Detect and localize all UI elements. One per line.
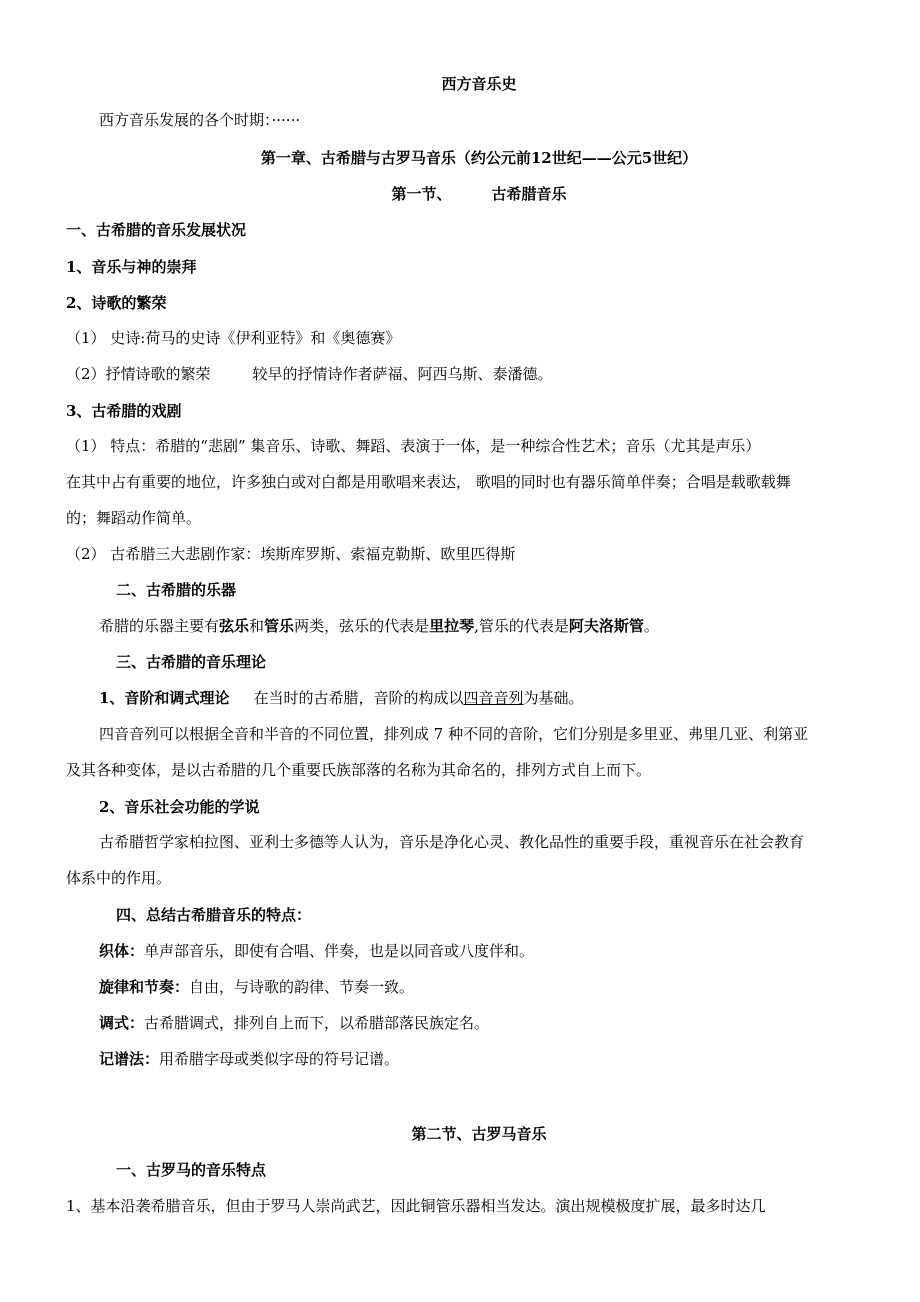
intro-line: 西方音乐发展的各个时期：······ xyxy=(99,111,301,129)
feature-value: 古希腊调式，排列自上而下，以希腊部落民族定名。 xyxy=(144,1014,490,1032)
feature-key: 调式： xyxy=(99,1014,145,1032)
feature-value: 用希腊字母或类似字母的符号记谱。 xyxy=(159,1050,400,1068)
feature-texture xyxy=(99,941,889,961)
heading-part-4: 四、总结古希腊音乐的特点： xyxy=(116,906,312,924)
drama-line-3: 的；舞蹈动作简单。 xyxy=(66,509,202,527)
paragraph-lyric xyxy=(66,364,856,384)
paragraph-epic: （1） 史诗:荷马的史诗《伊利亚特》和《奥德赛》 xyxy=(66,329,401,347)
feature-value: 单声部音乐，即使有合唱、伴奏，也是以同音或八度伴和。 xyxy=(144,942,535,960)
bold-term: 弦乐 xyxy=(219,617,250,635)
section-heading-1 xyxy=(66,184,892,204)
rome-paragraph-line-1: 1、基本沿袭希腊音乐，但由于罗马人崇尚武艺，因此铜管乐器相当发达。演出规模极度扩展，最多时达几 xyxy=(66,1197,766,1215)
tragedians-line: （2） 古希腊三大悲剧作家：埃斯库罗斯、索福克勒斯、欧里匹得斯 xyxy=(66,545,516,563)
social-function-line-1: 古希腊哲学家柏拉图、亚利士多德等人认为，音乐是净化心灵、教化品性的重要手段，重视音乐在社会教育 xyxy=(99,833,805,851)
heading-1-3: 3、古希腊的戏剧 xyxy=(66,402,182,420)
heading-1-2: 2、诗歌的繁荣 xyxy=(66,294,167,312)
section-heading-2: 第二节、古罗马音乐 xyxy=(411,1125,547,1143)
text-segment: 希腊的乐器主要有 xyxy=(99,617,220,635)
underlined-term: 四音音列 xyxy=(463,689,524,707)
section-name: 古希腊音乐 xyxy=(491,185,567,203)
drama-line-1: （1） 特点：希腊的“悲剧” 集音乐、诗歌、舞蹈、表演于一体，是一种综合性艺术；音乐（尤其是声乐） xyxy=(66,437,761,455)
chapter-heading: 第一章、古希腊与古罗马音乐（约公元前12世纪——公元5世纪） xyxy=(260,149,698,167)
instruments-paragraph xyxy=(99,616,889,636)
heading-part-2: 二、古希腊的乐器 xyxy=(116,581,237,599)
scale-theory-line xyxy=(99,688,889,708)
text-segment: 在当时的古希腊，音阶的构成以 xyxy=(253,689,464,707)
bold-term: 里拉琴 xyxy=(429,617,475,635)
feature-value: 自由，与诗歌的韵律、节奏一致。 xyxy=(189,978,415,996)
heading-part-3: 三、古希腊的音乐理论 xyxy=(116,653,267,671)
tetrachord-line-2: 及其各种变体，是以古希腊的几个重要氏族部落的名称为其命名的，排列方式自上而下。 xyxy=(66,761,652,779)
tetrachord-line-1: 四音音列可以根据全音和半音的不同位置，排列成 7 种不同的音阶，它们分别是多里亚、弗里几亚、利第亚 xyxy=(99,725,809,743)
bold-term: 阿夫洛斯管 xyxy=(568,617,644,635)
lyric-text: 较早的抒情诗作者萨福、阿西乌斯、泰潘德。 xyxy=(252,365,553,383)
text-segment: ,管乐的代表是 xyxy=(474,617,569,635)
lyric-label: （2）抒情诗歌的繁荣 xyxy=(66,365,211,383)
section-number: 第一节、 xyxy=(391,185,452,203)
document-title: 西方音乐史 xyxy=(441,75,517,93)
heading-part-1: 一、古希腊的音乐发展状况 xyxy=(66,221,247,239)
feature-mode xyxy=(99,1013,889,1033)
bold-term: 管乐 xyxy=(264,617,295,635)
feature-notation xyxy=(99,1049,889,1069)
social-function-line-2: 体系中的作用。 xyxy=(66,869,172,887)
heading-rome-1: 一、古罗马的音乐特点 xyxy=(116,1161,267,1179)
text-segment: 。 xyxy=(643,617,659,635)
text-segment: 为基础。 xyxy=(523,689,584,707)
text-segment: 两类，弦乐的代表是 xyxy=(294,617,430,635)
inline-heading: 1、音阶和调式理论 xyxy=(99,689,230,707)
feature-key: 织体： xyxy=(99,942,145,960)
heading-1-1: 1、音乐与神的崇拜 xyxy=(66,258,197,276)
drama-line-2: 在其中占有重要的地位，许多独白或对白都是用歌唱来表达， 歌唱的同时也有器乐简单伴奏；合唱是载歌载舞 xyxy=(66,473,791,491)
text-segment: 和 xyxy=(249,617,265,635)
heading-3-2: 2、音乐社会功能的学说 xyxy=(99,798,260,816)
feature-key: 记谱法： xyxy=(99,1050,160,1068)
feature-key: 旋律和节奏： xyxy=(99,978,190,996)
feature-melody xyxy=(99,977,889,997)
